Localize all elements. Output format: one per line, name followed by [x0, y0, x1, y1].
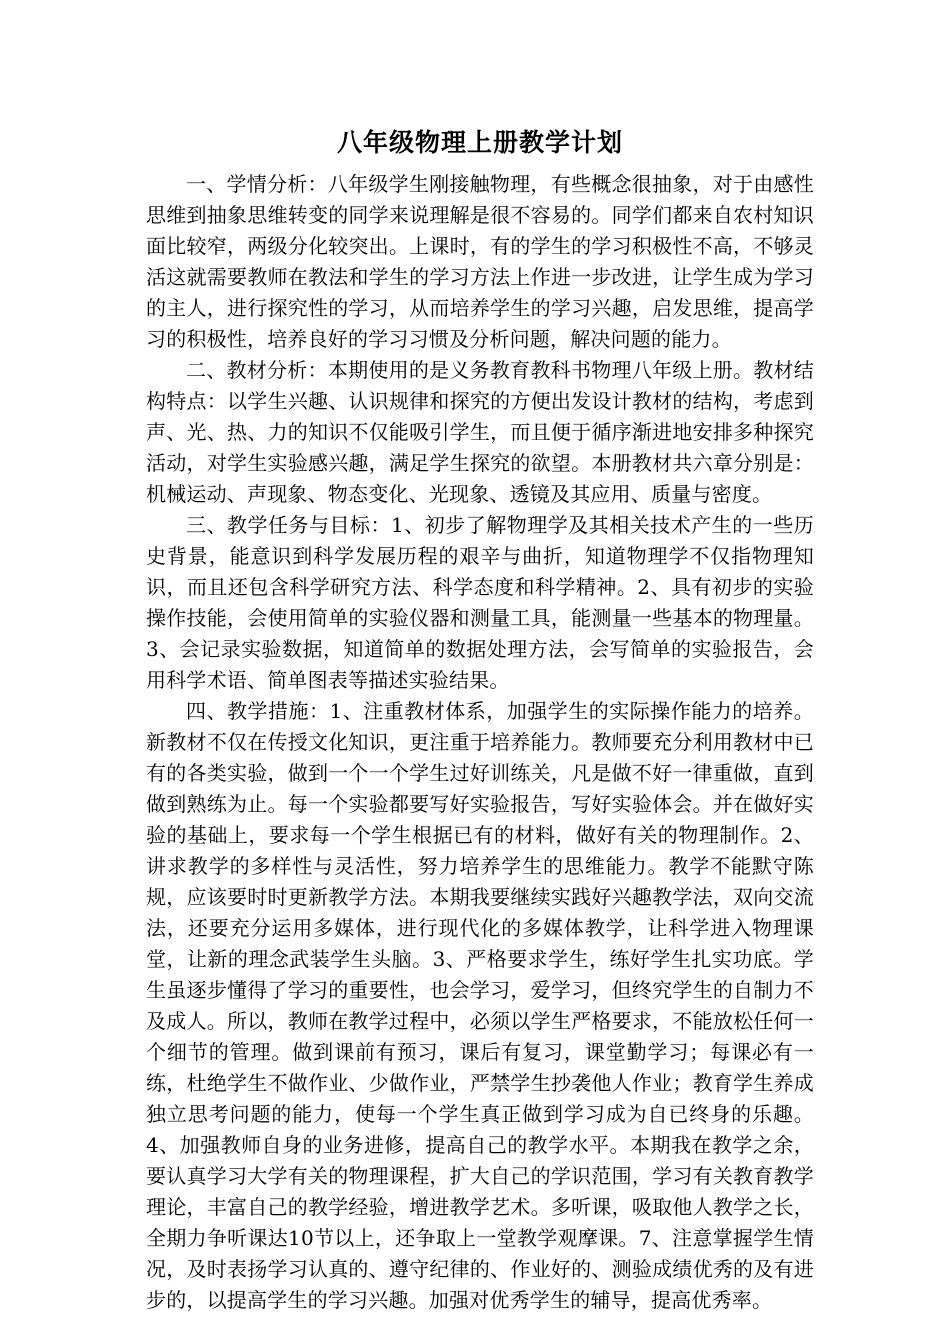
document-page	[146, 127, 814, 1316]
paragraph-teaching-measures: 四、教学措施：1、注重教材体系，加强学生的实际操作能力的培养。新教材不仅在传授文化知识，更注重于培养能力。教师要充分利用教材中已有的各类实验，做到一个一个学生过好训练关，凡是做不好一律重做，直到做到熟练为止。每一个实验都要写好实验报告，写好实验体会。并在做好实验的基础上，要求每一个学生根据已有的材料，做好有关的物理制作。2、讲求教学的多样性与灵活性，努力培养学生的思维能力。教学不能默守陈规，应该要时时更新教学方法。本期我要继续实践好兴趣教学法，双向交流法，还要充分运用多媒体，进行现代化的多媒体教学，让科学进入物理课堂，让新的理念武装学生头脑。3、严格要求学生，练好学生扎实功底。学生虽逐步懂得了学习的重要性，也会学习，爱学习，但终究学生的自制力不及成人。所以，教师在教学过程中，必须以学生严格要求，不能放松任何一个细节的管理。做到课前有预习，课后有复习，课堂勤学习；每课必有一练，杜绝学生不做作业、少做作业，严禁学生抄袭他人作业；教育学生养成独立思考问题的能力，使每一个学生真正做到学习成为自已终身的乐趣。4、加强教师自身的业务进修，提高自己的教学水平。本期我在教学之余，要认真学习大学有关的物理课程，扩大自己的学识范围，学习有关教育教学理论，丰富自己的教学经验，增进教学艺术。多听课，吸取他人教学之长，全期力争听课达10节以上，还争取上一堂教学观摩课。7、注意掌握学生情况，及时表扬学习认真的、遵守纪律的、作业好的、测验成绩优秀的及有进步的，以提高学生的学习兴趣。加强对优秀学生的辅导，提高优秀率。	[146, 699, 814, 1312]
document-title: 八年级物理上册教学计划	[336, 128, 623, 157]
paragraph-tasks-and-goals: 三、教学任务与目标：1、初步了解物理学及其相关技术产生的一些历史背景，能意识到科学发展历程的艰辛与曲折，知道物理学不仅指物理知识，而且还包含科学研究方法、科学态度和科学精神。2、具有初步的实验操作技能，会使用简单的实验仪器和测量工具，能测量一些基本的物理量。3、会记录实验数据，知道简单的数据处理方法，会写简单的实验报告，会用科学术语、简单图表等描述实验结果。	[146, 513, 814, 692]
paragraph-textbook-analysis: 二、教材分析：本期使用的是义务教育教科书物理八年级上册。教材结构特点：以学生兴趣、认识规律和探究的方便出发设计教材的结构，考虑到声、光、热、力的知识不仅能吸引学生，而且便于循序渐进地安排多种探究活动，对学生实验感兴趣，满足学生探究的欲望。本册教材共六章分别是：机械运动、声现象、物态变化、光现象、透镜及其应用、质量与密度。	[146, 358, 814, 506]
paragraph-learning-analysis: 一、学情分析：八年级学生刚接触物理，有些概念很抽象，对于由感性思维到抽象思维转变的同学来说理解是很不容易的。同学们都来自农村知识面比较窄，两级分化较突出。上课时，有的学生的学习积极性不高，不够灵活这就需要教师在教法和学生的学习方法上作进一步改进，让学生成为学习的主人，进行探究性的学习，从而培养学生的学习兴趣，启发思维，提高学习的积极性，培养良好的学习习惯及分析问题，解决问题的能力。	[146, 172, 814, 351]
